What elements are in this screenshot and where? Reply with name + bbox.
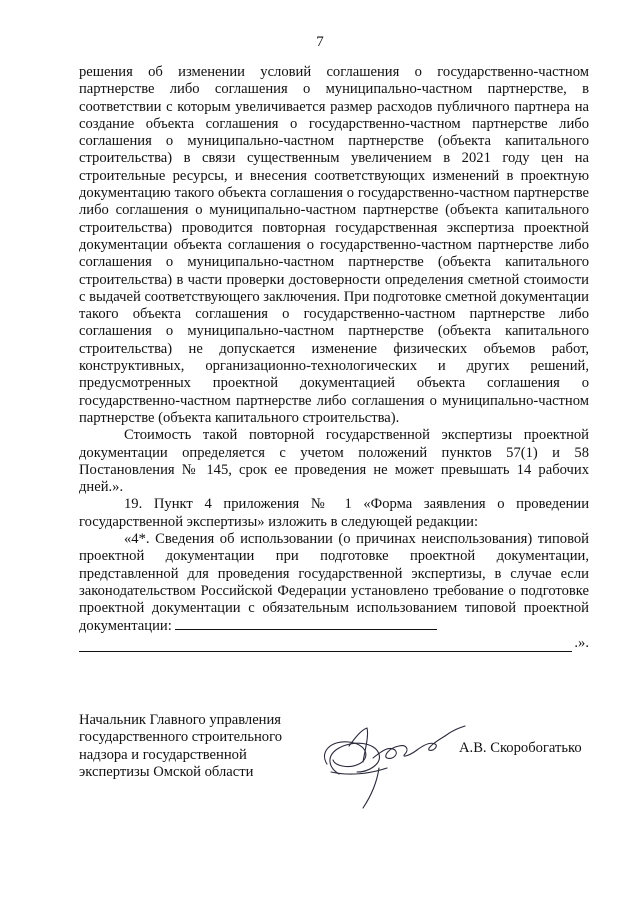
- fill-line-2: [79, 637, 572, 652]
- signer-position-line: Начальник Главного управления: [79, 712, 282, 728]
- signer-position-line: надзора и государственной: [79, 746, 247, 763]
- paragraph-item-4: [79, 531, 589, 635]
- signer-position: [79, 712, 309, 781]
- paragraph-item-4-text: «4*. Сведения об использовании (о причинах неиспользования) типовой проектной документации при подготовке проектной документации, представленной для проведения государственной экспертизы, в случае если законодательством Российской Федерации установлено требование о подготовке проектной документации с обязательным использованием типовой проектной документации:: [79, 531, 589, 634]
- handwritten-signature: [309, 702, 469, 812]
- signer-name: А.В. Скоробогатько: [459, 740, 582, 756]
- document-body: [79, 64, 589, 652]
- fill-row-end: .».: [574, 634, 589, 651]
- fill-row-2: [79, 635, 589, 652]
- paragraph-item-19: 19. Пункт 4 приложения № 1 «Форма заявления о проведении государственной экспертизы» изложить в следующей редакции:: [79, 496, 589, 530]
- signer-position-line: экспертизы Омской области: [79, 763, 254, 780]
- paragraph-expertise-cost: Стоимость такой повторной государственной экспертизы проектной документации определяется с учетом положений пунктов 57(1) и 58 Постановления № 145, срок ее проведения не может превышать 14 рабочих дней.».: [79, 427, 589, 496]
- fill-line-1: [175, 629, 437, 630]
- paragraph-continuation: решения об изменении условий соглашения о государственно-частном партнерстве либо соглашения о муниципально-частном партнерстве, в соответствии с которым увеличивается размер расходов публичного партнера на создание объекта соглашения о государственно-частном партнерстве либо соглашения о муниципально-частном партнерстве (объекта капитального строительства) в связи существенным увеличением в 2021 году цен на строительные ресурсы, и внесения соответствующих изменений в проектную документацию такого объекта соглашения о государственно-частном партнерстве либо соглашения о муниципально-частном партнерстве (объекта капитального строительства) проводится повторная государственная экспертиза проектной документации объекта соглашения о государственно-частном партнерстве либо соглашения о муниципально-частном партнерстве (объекта капитального строительства) в части проверки достоверности определения сметной стоимости с выдачей соответствующего заключения. При подготовке сметной документации такого объекта соглашения о государственно-частном партнерстве либо соглашения о муниципально-частном партнерстве (объекта капитального строительства) не допускается изменение физических объемов работ, конструктивных, организационно-технологических и других решений, предусмотренных проектной документацией объекта соглашения о государственно-частном партнерстве либо соглашения о муниципально-частном партнерстве (объекта капитального строительства).: [79, 64, 589, 426]
- signer-position-line: государственного строительного: [79, 729, 283, 746]
- page-number: 7: [316, 34, 324, 50]
